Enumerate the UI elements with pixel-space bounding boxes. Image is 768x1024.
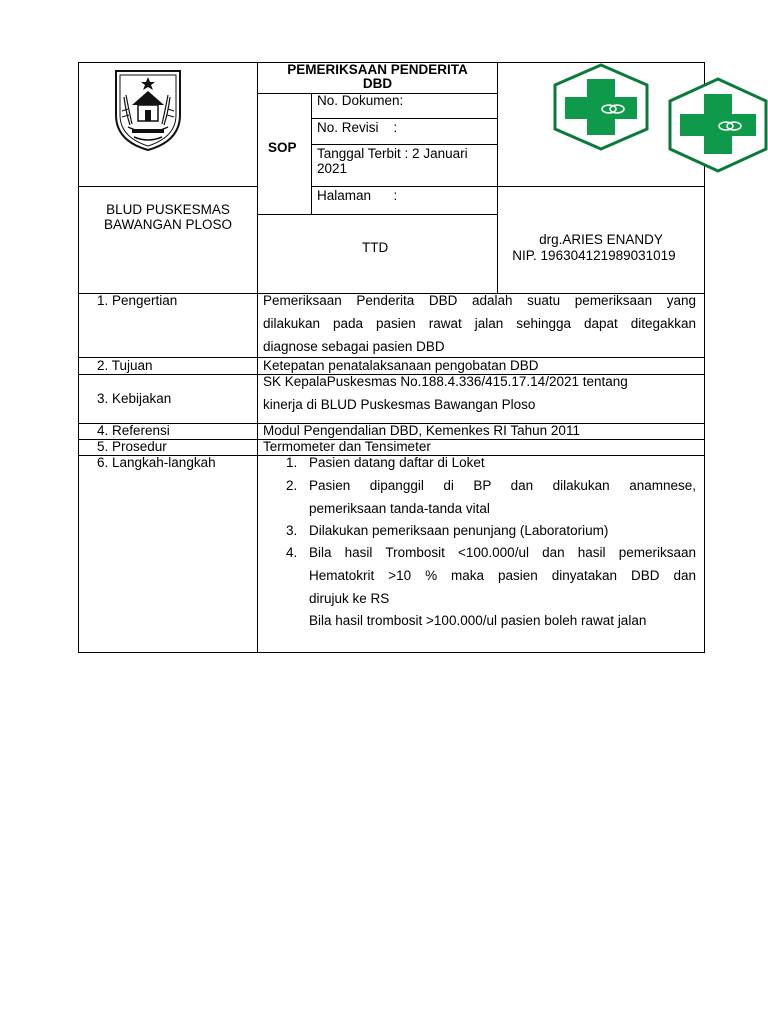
step-text-line: Bila hasil Trombosit <100.000/ul dan hasil pemeriksaan — [309, 545, 696, 560]
halaman-label: Halaman : — [317, 188, 398, 203]
step-text-line: Pasien datang daftar di Loket — [309, 455, 485, 470]
signer-nip: NIP. 196304121989031019 — [512, 248, 676, 263]
org-name-line1: BLUD PUSKESMAS — [106, 202, 230, 217]
document-title-line2: DBD — [362, 76, 393, 91]
step-number: 4. — [286, 545, 298, 560]
divider-norev-bottom — [311, 144, 498, 145]
regency-emblem-logo — [110, 67, 186, 153]
step-number: 3. — [286, 523, 298, 538]
divider-nodok-bottom — [311, 118, 498, 119]
divider-left-logo-bottom — [78, 186, 258, 187]
step-number: 2. — [286, 478, 298, 493]
pengertian-text-line2: dilakukan pada pasien rawat jalan sehingga dapat ditegakkan — [263, 316, 696, 331]
tujuan-text: Ketepatan penatalaksanaan pengobatan DBD — [263, 358, 539, 373]
step-text-line: Pasien dipanggil di BP dan dilakukan anamnese, — [309, 478, 696, 493]
step-text-line: Hematokrit >10 % maka pasien dinyatakan DBD dan — [309, 568, 696, 583]
puskesmas-logo-right — [666, 76, 768, 174]
langkah-label: 6. Langkah-langkah — [97, 455, 216, 470]
no-revisi-label: No. Revisi : — [317, 120, 398, 135]
step-text-line: dirujuk ke RS — [309, 591, 390, 606]
pengertian-text-line3: diagnose sebagai pasien DBD — [263, 339, 445, 354]
step-text-line: Dilakukan pemeriksaan penunjang (Laboratorium) — [309, 523, 609, 538]
referensi-text: Modul Pengendalian DBD, Kemenkes RI Tahun 2011 — [263, 423, 580, 438]
kebijakan-text-line1: SK KepalaPuskesmas No.188.4.336/415.17.14/2021 tentang — [263, 374, 628, 389]
sop-label: SOP — [268, 140, 297, 155]
prosedur-text: Termometer dan Tensimeter — [263, 439, 431, 454]
ttd-label: TTD — [362, 240, 389, 255]
divider-tanggal-bottom — [311, 186, 705, 187]
step-number: 1. — [286, 455, 298, 470]
step-extra-note: Bila hasil trombosit >100.000/ul pasien boleh rawat jalan — [309, 613, 647, 628]
pengertian-text-line1: Pemeriksaan Penderita DBD adalah suatu pemeriksaan yang — [263, 293, 696, 308]
kebijakan-label: 3. Kebijakan — [97, 391, 172, 406]
divider-col-sop — [311, 93, 312, 215]
org-name-line2: BAWANGAN PLOSO — [103, 217, 233, 232]
tujuan-label: 2. Tujuan — [97, 358, 153, 373]
prosedur-label: 5. Prosedur — [97, 439, 167, 454]
referensi-label: 4. Referensi — [97, 423, 170, 438]
tanggal-terbit-line1: Tanggal Terbit : 2 Januari — [317, 146, 468, 161]
document-title-line1: PEMERIKSAAN PENDERITA — [287, 62, 468, 77]
no-dokumen-label: No. Dokumen: — [317, 93, 404, 108]
kebijakan-text-line2: kinerja di BLUD Puskesmas Bawangan Ploso — [263, 397, 536, 412]
divider-halaman-bottom — [257, 214, 498, 215]
pengertian-label: 1. Pengertian — [97, 293, 178, 308]
step-text-line: pemeriksaan tanda-tanda vital — [309, 501, 490, 516]
signer-name: drg.ARIES ENANDY — [539, 232, 663, 247]
puskesmas-logo-left — [551, 63, 651, 151]
table-border-bottom — [78, 652, 705, 653]
tanggal-terbit-line2: 2021 — [317, 161, 348, 176]
